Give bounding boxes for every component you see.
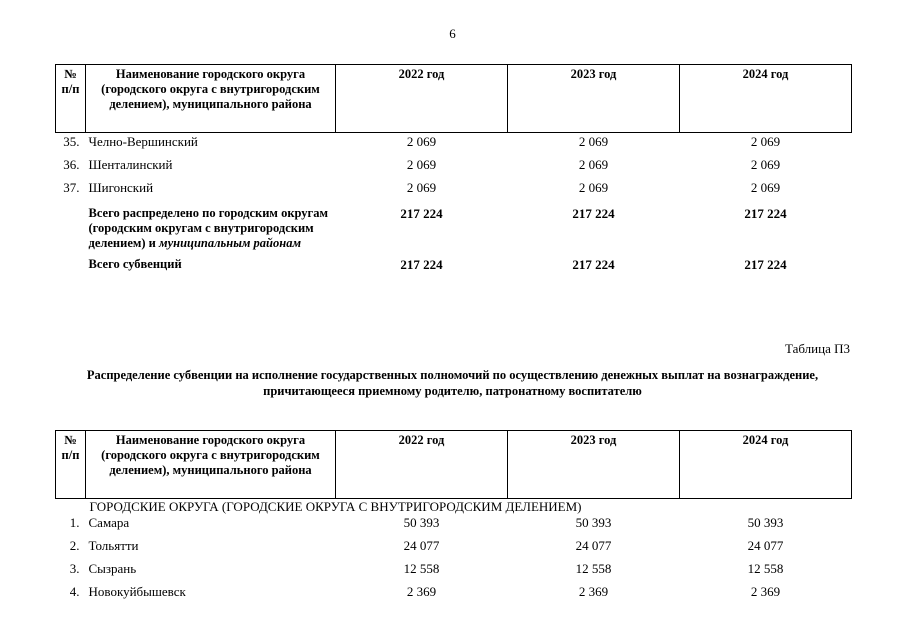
header-name: Наименование городского округа (городского округа с внутригородским делением), муниципального района — [86, 65, 336, 133]
row-value-2024: 2 069 — [750, 157, 781, 172]
subsidy-table-p3 — [55, 430, 852, 606]
header-name: Наименование городского округа (городского округа с внутригородским делением), муниципального района — [86, 431, 336, 499]
table-row — [56, 583, 852, 606]
header-2022: 2022 год — [336, 65, 508, 133]
header-2023: 2023 год — [508, 65, 680, 133]
total-subventions-2024: 217 224 — [744, 257, 787, 272]
row-value-2022: 24 077 — [403, 538, 440, 553]
total-distributed-2022: 217 224 — [400, 206, 443, 221]
row-value-2023: 24 077 — [575, 538, 612, 553]
row-value-2024: 2 369 — [750, 584, 781, 599]
total-subventions-2022: 217 224 — [400, 257, 443, 272]
row-value-2023: 2 069 — [578, 134, 609, 149]
row-num: 36. — [63, 157, 80, 172]
row-value-2022: 2 069 — [406, 134, 437, 149]
total-distributed-row — [56, 202, 852, 251]
row-value-2023: 2 369 — [578, 584, 609, 599]
header-2023: 2023 год — [508, 431, 680, 499]
row-value-2024: 12 558 — [747, 561, 784, 576]
table-header-row — [56, 431, 852, 499]
row-name: Самара — [88, 515, 130, 530]
row-value-2023: 2 069 — [578, 157, 609, 172]
table-heading: Распределение субвенции на исполнение государственных полномочий по осуществлению денежных выплат на вознаграждение, причитающееся приемному родителю, патронатному воспитателю — [86, 368, 819, 398]
header-num: № п/п — [56, 431, 86, 499]
row-name: Тольятти — [88, 538, 139, 553]
row-name: Челно-Вершинский — [88, 134, 198, 149]
row-value-2024: 2 069 — [750, 134, 781, 149]
row-value-2022: 2 069 — [406, 157, 437, 172]
table-row — [56, 179, 852, 202]
total-distributed-2024: 217 224 — [744, 206, 787, 221]
row-value-2023: 50 393 — [575, 515, 612, 530]
row-value-2024: 24 077 — [747, 538, 784, 553]
total-distributed-2023: 217 224 — [572, 206, 615, 221]
table-row — [56, 560, 852, 583]
header-num: № п/п — [56, 65, 86, 133]
row-name: Шенталинский — [88, 157, 173, 172]
table-caption: Таблица П3 — [785, 341, 850, 356]
total-subventions-2023: 217 224 — [572, 257, 615, 272]
row-num: 37. — [63, 180, 80, 195]
table-header-row — [56, 65, 852, 133]
row-num: 4. — [69, 584, 80, 599]
section-title: ГОРОДСКИЕ ОКРУГА (ГОРОДСКИЕ ОКРУГА С ВНУТРИГОРОДСКИМ ДЕЛЕНИЕМ) — [89, 499, 582, 514]
total-distributed-label: Всего распределено по городским округам (городским округам с внутригородским делением) и муниципальным районам — [88, 206, 329, 250]
row-value-2024: 50 393 — [747, 515, 784, 530]
total-distributed-label-italic: муниципальным районам — [159, 236, 302, 250]
table-row — [56, 537, 852, 560]
header-2024: 2024 год — [680, 65, 852, 133]
row-num: 2. — [69, 538, 80, 553]
row-value-2024: 2 069 — [750, 180, 781, 195]
row-name: Новокуйбышевск — [88, 584, 186, 599]
header-2022: 2022 год — [336, 431, 508, 499]
subsidy-table-continued — [55, 64, 852, 272]
row-num: 1. — [69, 515, 80, 530]
header-2024: 2024 год — [680, 431, 852, 499]
row-value-2022: 50 393 — [403, 515, 440, 530]
table-row — [56, 156, 852, 179]
table-row — [56, 133, 852, 157]
row-name: Сызрань — [88, 561, 137, 576]
row-num: 3. — [69, 561, 80, 576]
row-name: Шигонский — [88, 180, 154, 195]
row-num: 35. — [63, 134, 80, 149]
row-value-2023: 12 558 — [575, 561, 612, 576]
total-subventions-row — [56, 251, 852, 272]
row-value-2022: 2 069 — [406, 180, 437, 195]
section-title-row — [56, 499, 852, 515]
table-row — [56, 514, 852, 537]
row-value-2022: 12 558 — [403, 561, 440, 576]
total-subventions-label: Всего субвенций — [88, 257, 182, 271]
page-number: 6 — [449, 26, 456, 41]
row-value-2023: 2 069 — [578, 180, 609, 195]
row-value-2022: 2 369 — [406, 584, 437, 599]
